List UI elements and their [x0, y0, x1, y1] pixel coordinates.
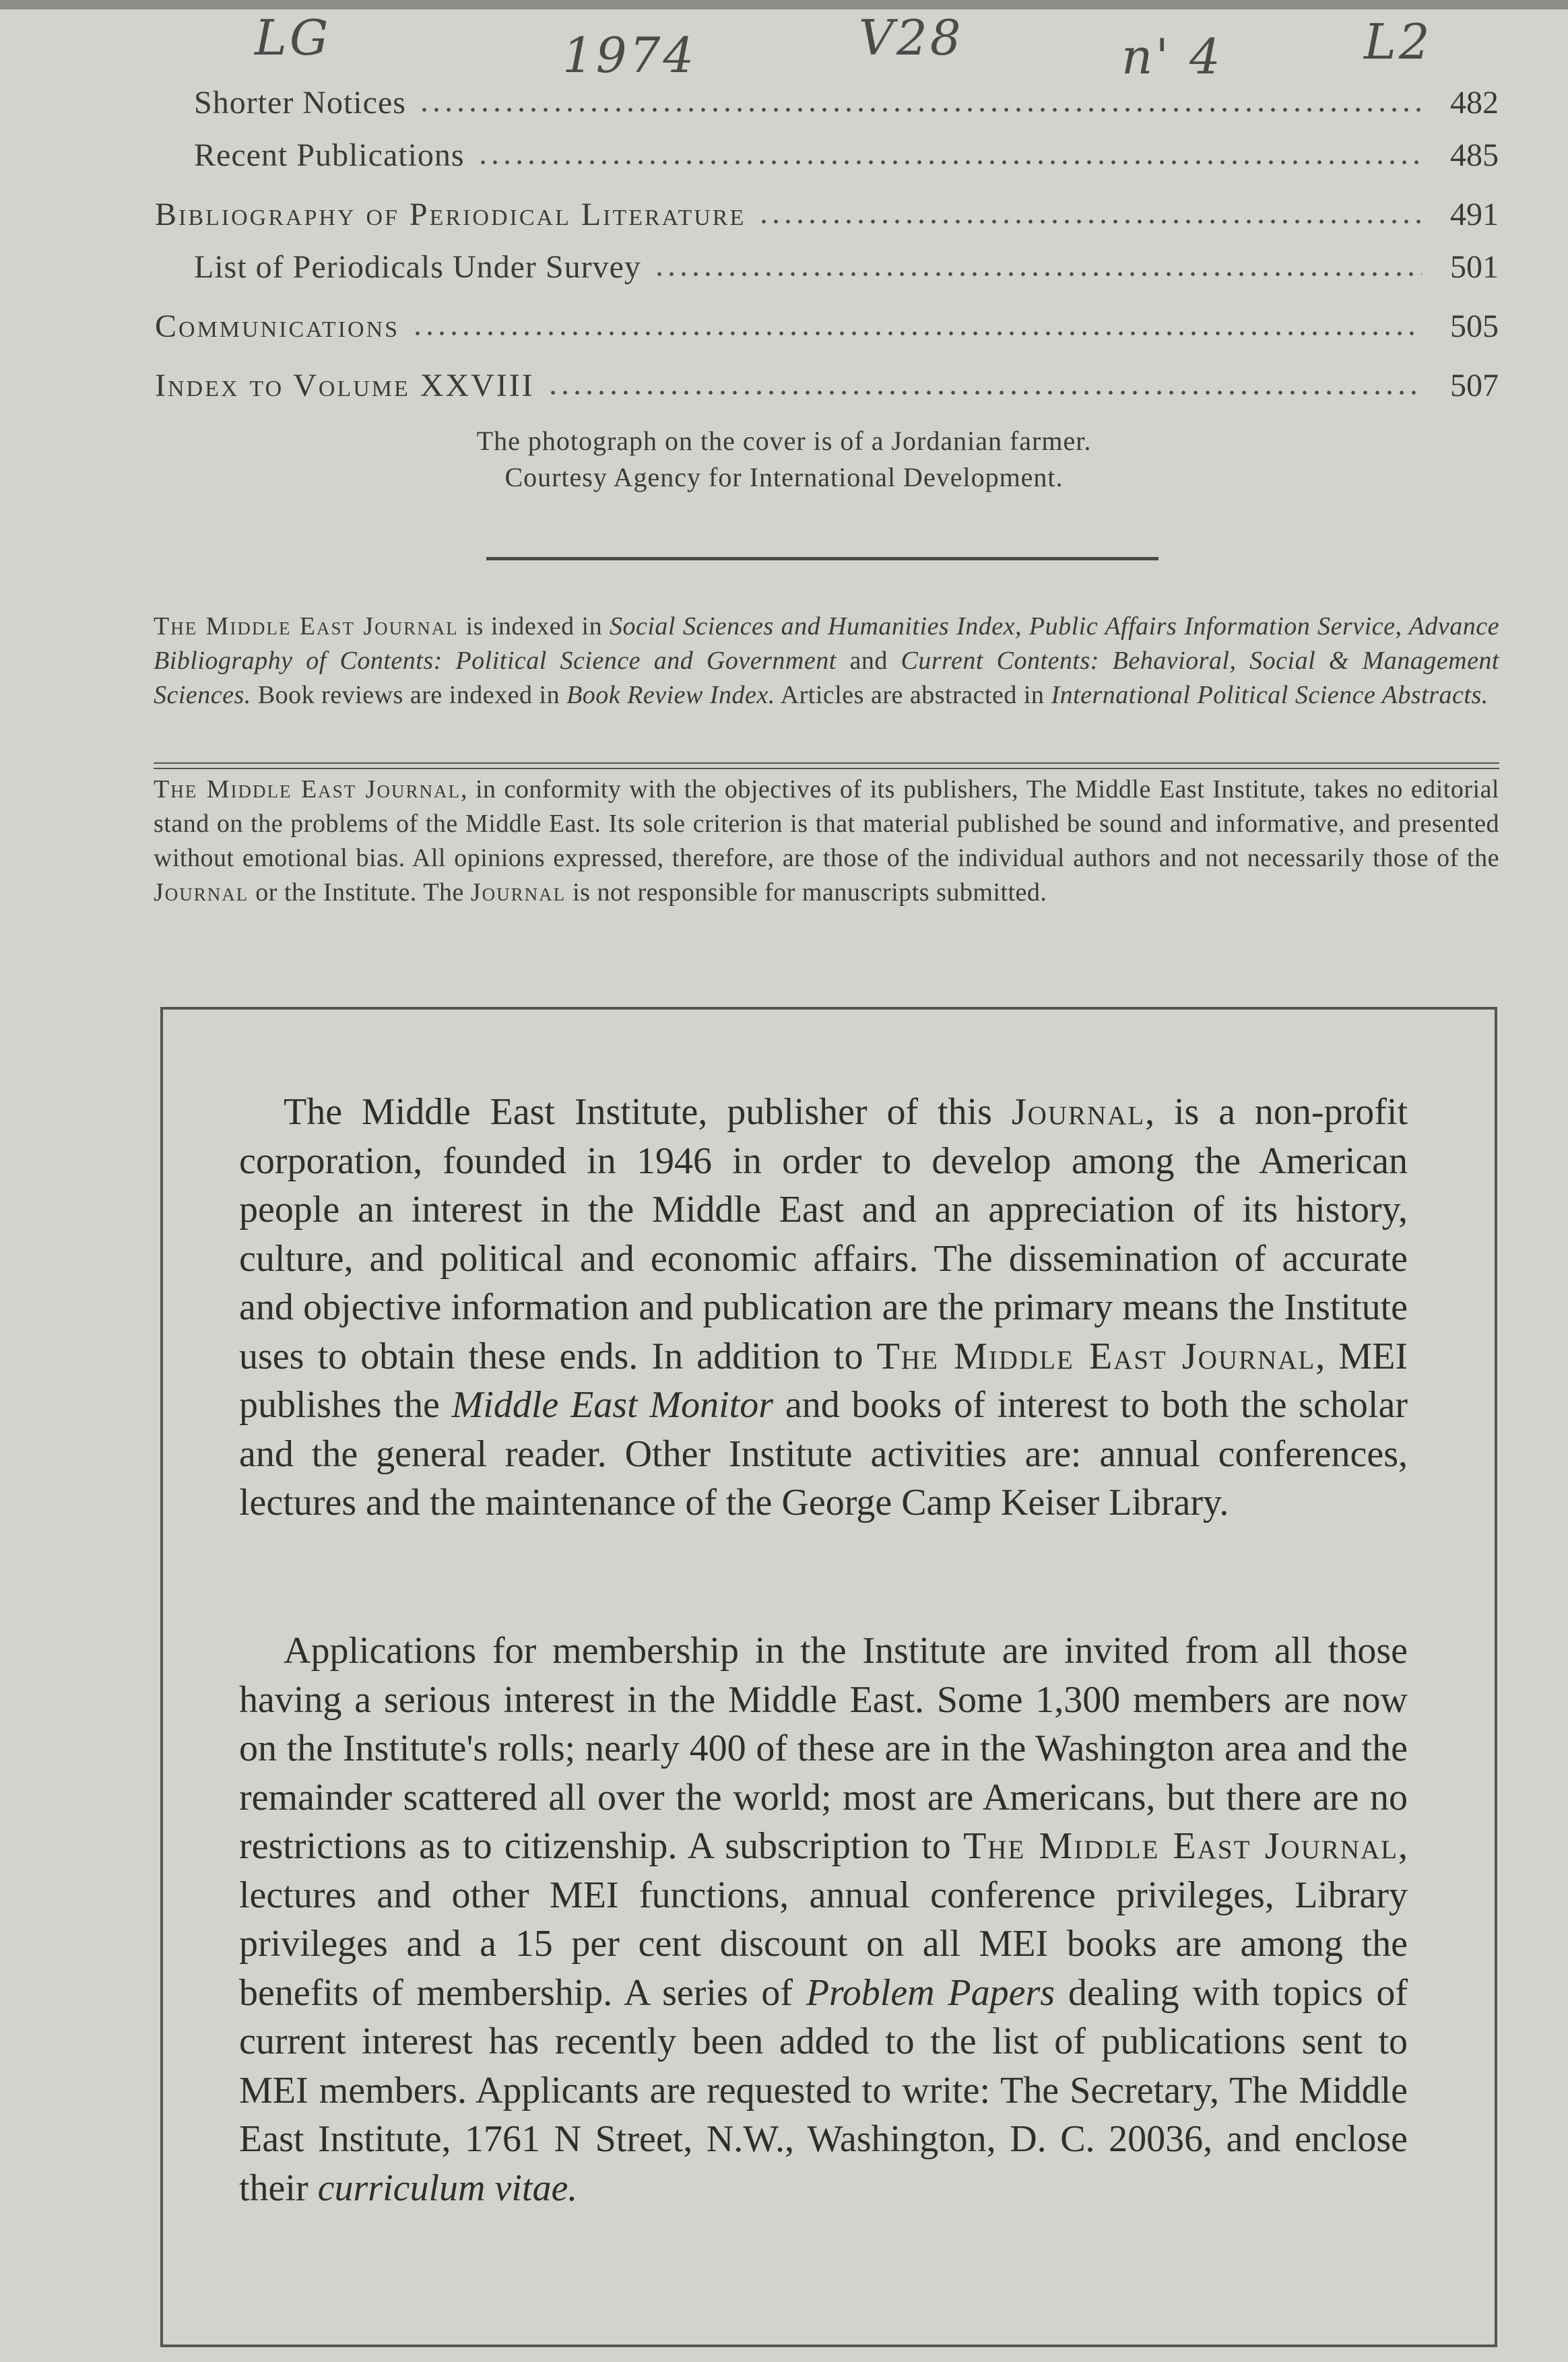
toc-leader-dots — [547, 389, 1422, 396]
text-run: and books of interest to both the scholar and the general reader. Other Institute activities are: annual conferences, lectures and the maintenance of the George Camp Keiser Library. — [239, 1384, 1408, 1523]
toc-leader-dots — [412, 330, 1422, 337]
toc-page-number: 482 — [1450, 85, 1499, 121]
toc-label: Communications — [155, 308, 400, 344]
journal-name: The Middle East Journal — [876, 1335, 1316, 1377]
handwritten-l2: L2 — [1364, 13, 1433, 70]
toc-label: Recent Publications — [194, 137, 465, 173]
journal-name: The Middle East Journal — [154, 612, 459, 641]
toc-row-bibliography[interactable] — [155, 196, 1499, 249]
journal-name: The Middle East Journal — [963, 1825, 1398, 1867]
text-run: is indexed in — [458, 612, 610, 641]
handwritten-year: 1974 — [562, 27, 697, 84]
toc-leader-dots — [418, 106, 1422, 113]
middle-east-monitor-title: Middle East Monitor — [451, 1384, 774, 1426]
problem-papers-title: Problem Papers — [806, 1971, 1055, 2014]
current-contents-italic: Current Contents: Behavioral, Social & Management Sciences. — [154, 647, 1499, 709]
text-run: , lectures and other MEI functions, annual conference privileges, Library privileges and a 15 per cent discount on all MEI books are among the benefits of membership. A series of — [239, 1825, 1408, 2014]
toc-label: Bibliography of Periodical Literature — [155, 197, 746, 232]
double-rule-top — [154, 762, 1499, 764]
journal-word: Journal — [470, 878, 566, 907]
toc-label: Shorter Notices — [194, 85, 406, 121]
toc-leader-dots — [758, 218, 1422, 225]
membership-paragraph — [239, 1627, 1408, 2212]
indexing-statement — [154, 610, 1499, 713]
text-run: Articles are abstracted in — [775, 681, 1051, 709]
text-run: , MEI publishes the — [239, 1335, 1408, 1426]
text-run: and — [836, 647, 901, 675]
journal-word: Journal — [154, 878, 249, 907]
handwritten-number: n' 4 — [1121, 28, 1223, 85]
cover-note-line-2: Courtesy Agency for International Development. — [504, 462, 1064, 492]
cover-note-line-1: The photograph on the cover is of a Jordanian farmer. — [476, 426, 1092, 456]
toc-row-shorter-notices[interactable] — [155, 84, 1499, 137]
table-of-contents — [155, 84, 1499, 420]
text-run: Book reviews are indexed in — [251, 681, 567, 709]
toc-page-number: 501 — [1450, 249, 1499, 285]
curriculum-vitae-italic: curriculum vitae. — [317, 2167, 578, 2209]
toc-row-recent-publications[interactable] — [155, 137, 1499, 189]
text-run: , is a non-profit corporation, founded in 1946 in order to develop among the American people an interest in the Middle East and an appreciation of its history, culture, and political and economic affairs. The dissemination of accurate and objective information and publication are the primary means the Institute uses to obtain these ends. In addition to — [239, 1091, 1408, 1377]
section-divider — [486, 557, 1158, 560]
editorial-policy-statement — [154, 773, 1499, 910]
toc-row-list-of-periodicals[interactable] — [155, 249, 1499, 301]
toc-row-communications[interactable] — [155, 308, 1499, 360]
text-run: Applications for membership in the Institute are invited from all those having a serious interest in the Middle East. Some 1,300 members are now on the Institute's rolls; nearly 400 of these are in the Washington area and the remainder scattered all over the world; most are Americans, but there are no restrictions as to citizenship. A subscription to — [239, 1630, 1408, 1867]
handwritten-annotations — [0, 0, 1568, 94]
double-rule-bottom — [154, 768, 1499, 769]
journal-word: Journal — [1011, 1091, 1146, 1133]
text-run: is not responsible for manuscripts submitted. — [566, 878, 1047, 907]
toc-label: List of Periodicals Under Survey — [194, 249, 641, 285]
text-run: dealing with topics of current interest has recently been added to the list of publications sent to MEI members. Applicants are requested to write: The Secretary, The Middle East Institute, 1761 N Street, N.W., Washington, D. C. 20036, and enclose their — [239, 1971, 1408, 2209]
handwritten-volume: V28 — [859, 9, 964, 66]
cover-photo-credit — [0, 423, 1568, 496]
book-review-index-italic: Book Review Index. — [566, 681, 775, 709]
toc-page-number: 491 — [1450, 197, 1499, 232]
toc-page-number: 505 — [1450, 308, 1499, 344]
toc-leader-dots — [477, 159, 1422, 166]
handwritten-lg: LG — [255, 9, 331, 66]
toc-row-index[interactable] — [155, 367, 1499, 420]
text-run: , in conformity with the objectives of its publishers, The Middle East Institute, takes no editorial stand on the problems of the Middle East. Its sole criterion is that material published be sound and informative, and presented without emotional bias. All opinions expressed, therefore, are those of the individual authors and not necessarily those of the — [154, 775, 1499, 872]
institute-description-paragraph — [239, 1088, 1408, 1528]
toc-leader-dots — [653, 271, 1422, 277]
text-run: The Middle East Institute, publisher of this — [284, 1091, 1012, 1133]
toc-page-number: 485 — [1450, 137, 1499, 173]
abstracts-italic: International Political Science Abstracts. — [1051, 681, 1489, 709]
toc-page-number: 507 — [1450, 368, 1499, 403]
index-list-italic: Social Sciences and Humanities Index, Public Affairs Information Service, Advance Bibliography of Contents: Political Science and Government — [154, 612, 1499, 675]
text-run: or the Institute. The — [249, 878, 471, 907]
journal-name: The Middle East Journal — [154, 775, 461, 803]
toc-label: Index to Volume XXVIII — [155, 368, 535, 403]
